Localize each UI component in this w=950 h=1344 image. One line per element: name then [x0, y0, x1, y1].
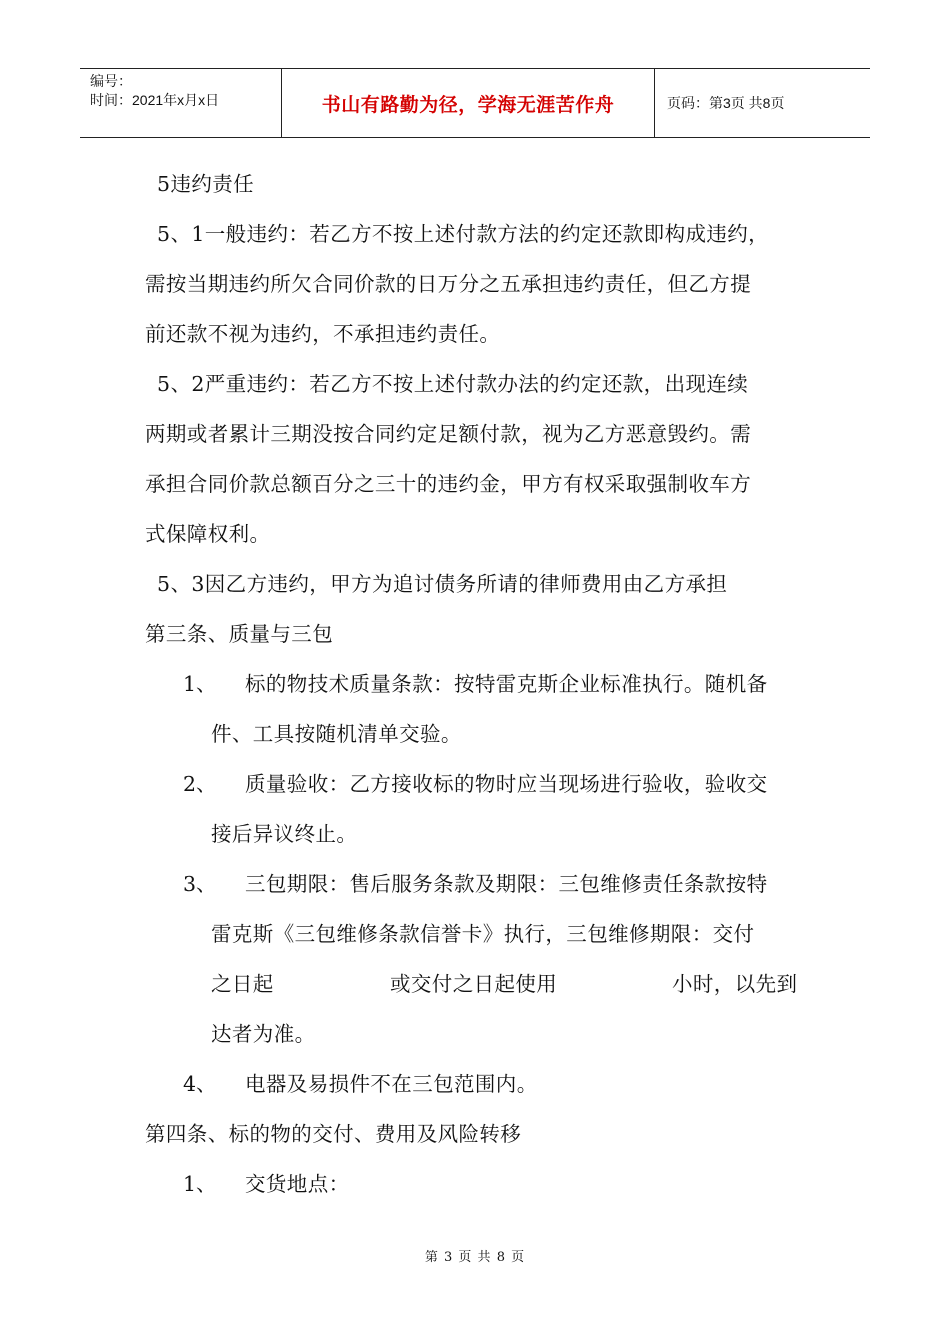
section-heading-breach: 5违约责任	[157, 172, 255, 196]
paragraph-line: 5、2严重违约：若乙方不按上述付款办法的约定还款，出现连续	[157, 372, 749, 396]
paragraph-line: 需按当期违约所欠合同价款的日万分之五承担违约责任，但乙方提	[145, 272, 752, 296]
list-item-text: 小时，以先到	[672, 972, 798, 996]
header-info-cell	[80, 69, 282, 137]
list-item-text: 电器及易损件不在三包范围内。	[245, 1072, 538, 1096]
header-motto: 书山有路勤为径，学海无涯苦作舟	[282, 69, 655, 137]
article-heading-delivery: 第四条、标的物的交付、费用及风险转移	[145, 1122, 522, 1146]
list-item-number: 1、	[183, 672, 217, 696]
list-item-text: 质量验收：乙方接收标的物时应当现场进行验收，验收交	[245, 772, 768, 796]
list-item-text: 标的物技术质量条款：按特雷克斯企业标准执行。随机备	[245, 672, 768, 696]
paragraph-line: 5、1一般违约：若乙方不按上述付款方法的约定还款即构成违约，	[157, 222, 770, 246]
list-item-text: 雷克斯《三包维修条款信誉卡》执行，三包维修期限：交付	[211, 922, 755, 946]
paragraph-line: 承担合同价款总额百分之三十的违约金，甲方有权采取强制收车方	[145, 472, 752, 496]
article-heading-quality: 第三条、质量与三包	[145, 622, 334, 646]
paragraph-line: 5、3因乙方违约，甲方为追讨债务所请的律师费用由乙方承担	[157, 572, 728, 596]
document-date-label: 时间：2021年x月x日	[90, 92, 220, 108]
page-header	[80, 68, 870, 138]
list-item-number: 3、	[183, 872, 217, 896]
list-item-text: 件、工具按随机清单交验。	[211, 722, 462, 746]
list-item-number: 4、	[183, 1072, 217, 1096]
list-item-text: 之日起	[211, 972, 274, 996]
list-item-text: 接后异议终止。	[211, 822, 358, 846]
page-footer: 第 3 页 共 8 页	[424, 1250, 526, 1265]
list-item-text: 三包期限：售后服务条款及期限：三包维修责任条款按特	[245, 872, 768, 896]
list-item-number: 2、	[183, 772, 217, 796]
paragraph-line: 前还款不视为违约，不承担违约责任。	[145, 322, 501, 346]
list-item-text: 达者为准。	[211, 1022, 316, 1046]
header-page-number: 页码：第3页 共8页	[667, 95, 785, 111]
list-item-text: 或交付之日起使用	[390, 972, 558, 996]
paragraph-line: 两期或者累计三期没按合同约定足额付款，视为乙方恶意毁约。需	[145, 422, 752, 446]
paragraph-line: 式保障权利。	[145, 522, 271, 546]
document-number-label: 编号：	[90, 73, 132, 89]
list-item-text: 交货地点：	[245, 1172, 350, 1196]
list-item-number: 1、	[183, 1172, 217, 1196]
